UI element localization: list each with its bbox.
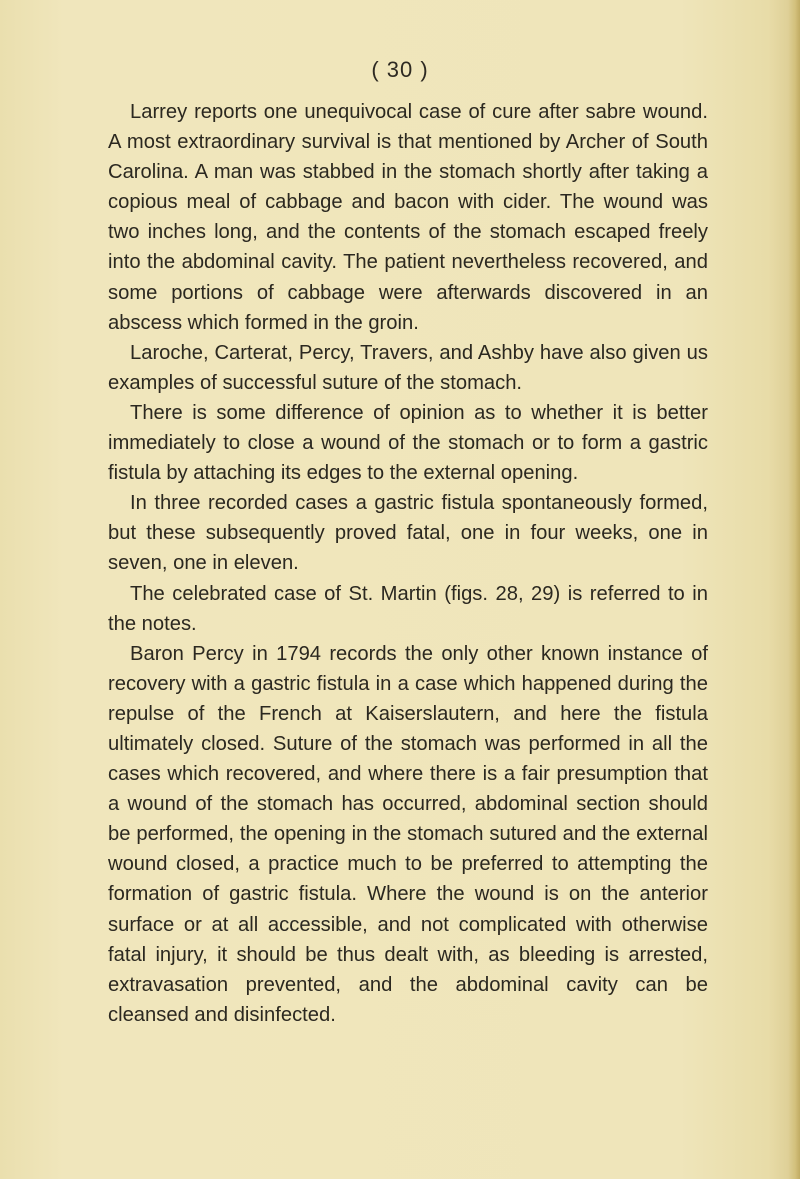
- page-number: ( 30 ): [371, 57, 429, 82]
- paragraph-baron-percy: Baron Percy in 1794 records the only other known instance of recovery with a gastric fistula in a case which happened during the repulse of the French at Kaiserslautern, and here the fistula ultimately closed. Suture of the stomach was performed in all the cases which recovered, and where there is a fair presumption that a wound of the stomach has occurred, abdominal section should be performed, the opening in the stomach sutured and the external wound closed, a practice much to be preferred to attempting the formation of gastric fistula. Where the wound is on the anterior surface or at all accessible, and not complicated with otherwise fatal injury, it should be thus dealt with, as bleeding is arrested, extravasation prevented, and the abdominal cavity can be cleansed and disinfected.: [108, 642, 708, 1026]
- paragraph-st-martin: The celebrated case of St. Martin (figs. 28, 29) is referred to in the notes.: [108, 582, 708, 635]
- page-edge-shadow: [788, 0, 800, 1179]
- paragraph-three-cases: In three recorded cases a gastric fistula spontaneously formed, but these subsequently proved fatal, one in four weeks, one in seven, one in eleven.: [108, 492, 708, 575]
- body-text: [108, 97, 708, 1030]
- paragraph-larrey: Larrey reports one unequivocal case of cure after sabre wound. A most extraordinary survival is that mentioned by Archer of South Carolina. A man was stabbed in the stomach shortly after taking a copious meal of cabbage and bacon with cider. The wound was two inches long, and the contents of the stomach escaped freely into the abdominal cavity. The patient nevertheless recovered, and some portions of cabbage were afterwards discovered in an abscess which formed in the groin.: [108, 101, 708, 334]
- paragraph-difference-of-opinion: There is some difference of opinion as to whether it is better immediately to close a wound of the stomach or to form a gastric fistula by attaching its edges to the external opening.: [108, 401, 708, 485]
- paragraph-laroche: Laroche, Carterat, Percy, Travers, and Ashby have also given us examples of successful suture of the stomach.: [108, 341, 708, 394]
